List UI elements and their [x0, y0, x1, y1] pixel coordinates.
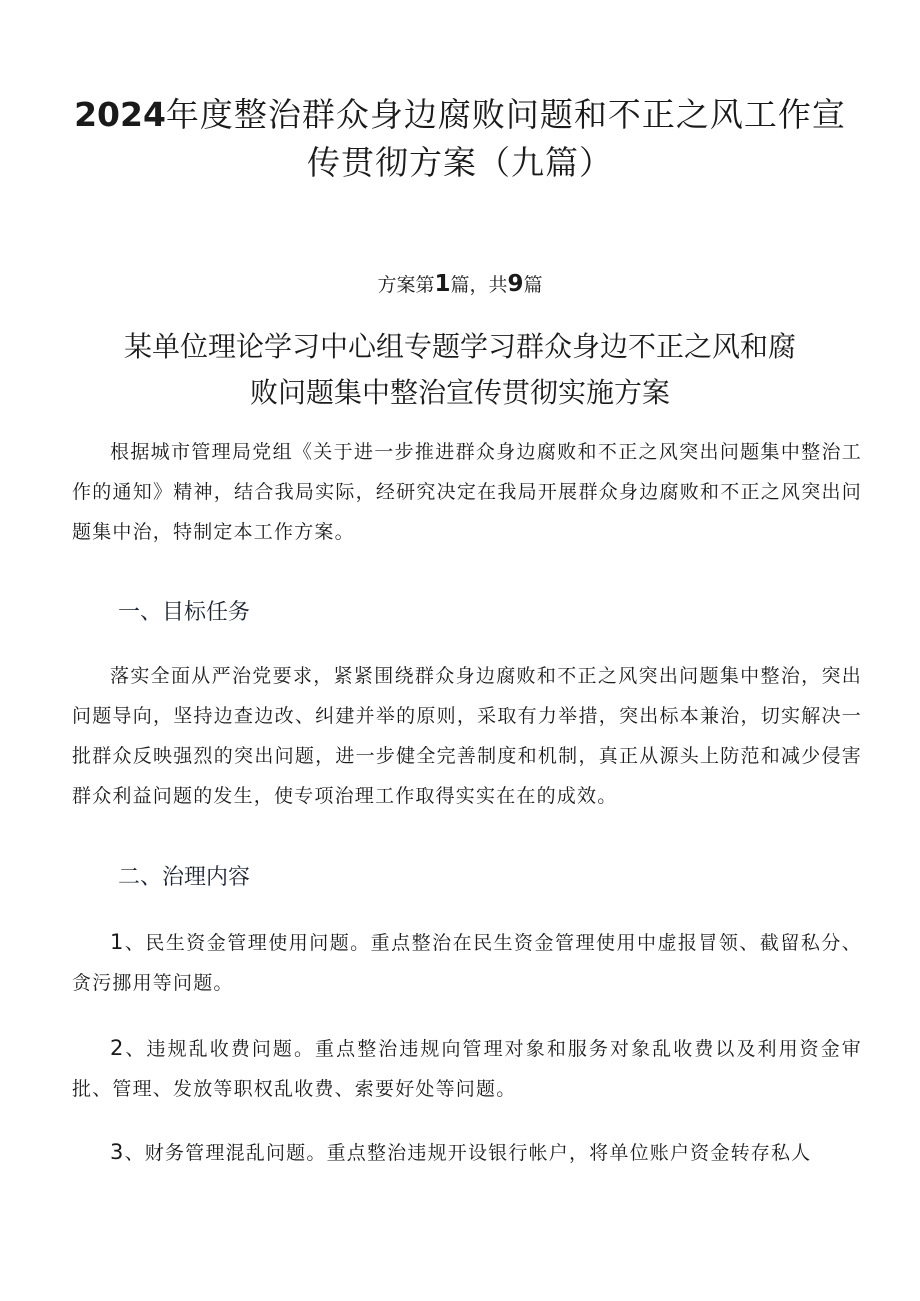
list-item: 1、民生资金管理使用问题。重点整治在民生资金管理使用中虚报冒领、截留私分、贪污挪用等问题。	[72, 930, 862, 994]
list-item: 2、违规乱收费问题。重点整治违规向管理对象和服务对象乱收费以及利用资金审批、管理、发放等职权乱收费、索要好处等问题。	[72, 1036, 862, 1100]
section-title-line1: 某单位理论学习中心组专题学习群众身边不正之风和腐	[123, 330, 796, 363]
part-total-number: 9	[507, 271, 524, 297]
intro-paragraph: 根据城市管理局党组《关于进一步推进群众身边腐败和不正之风突出问题集中整治工作的通知》精神，结合我局实际，经研究决定在我局开展群众身边腐败和不正之风突出问题集中治，特制定本工作方案。	[72, 441, 862, 543]
goals-paragraph: 落实全面从严治党要求，紧紧围绕群众身边腐败和不正之风突出问题集中整治，突出问题导向，坚持边查边改、纠建并举的原则，采取有力举措，突出标本兼治，切实解决一批群众反映强烈的突出问题，进一步健全完善制度和机制，真正从源头上防范和减少侵害群众利益问题的发生，使专项治理工作取得实实在在的成效。	[72, 665, 862, 807]
document-title-line2: 传贯彻方案（九篇）	[307, 143, 613, 182]
list-item: 3、财务管理混乱问题。重点整治违规开设银行帐户，将单位账户资金转存私人	[110, 1140, 812, 1164]
heading-goals: 一、目标任务	[118, 600, 251, 625]
document-title-line1: 2024年度整治群众身边腐败问题和不正之风工作宣	[74, 95, 846, 134]
part-label: 方案第1篇，共9篇	[377, 271, 543, 297]
heading-content: 二、治理内容	[118, 865, 251, 890]
section-title-line2: 败问题集中整治宣传贯彻实施方案	[249, 376, 670, 409]
part-current-number: 1	[434, 271, 451, 297]
